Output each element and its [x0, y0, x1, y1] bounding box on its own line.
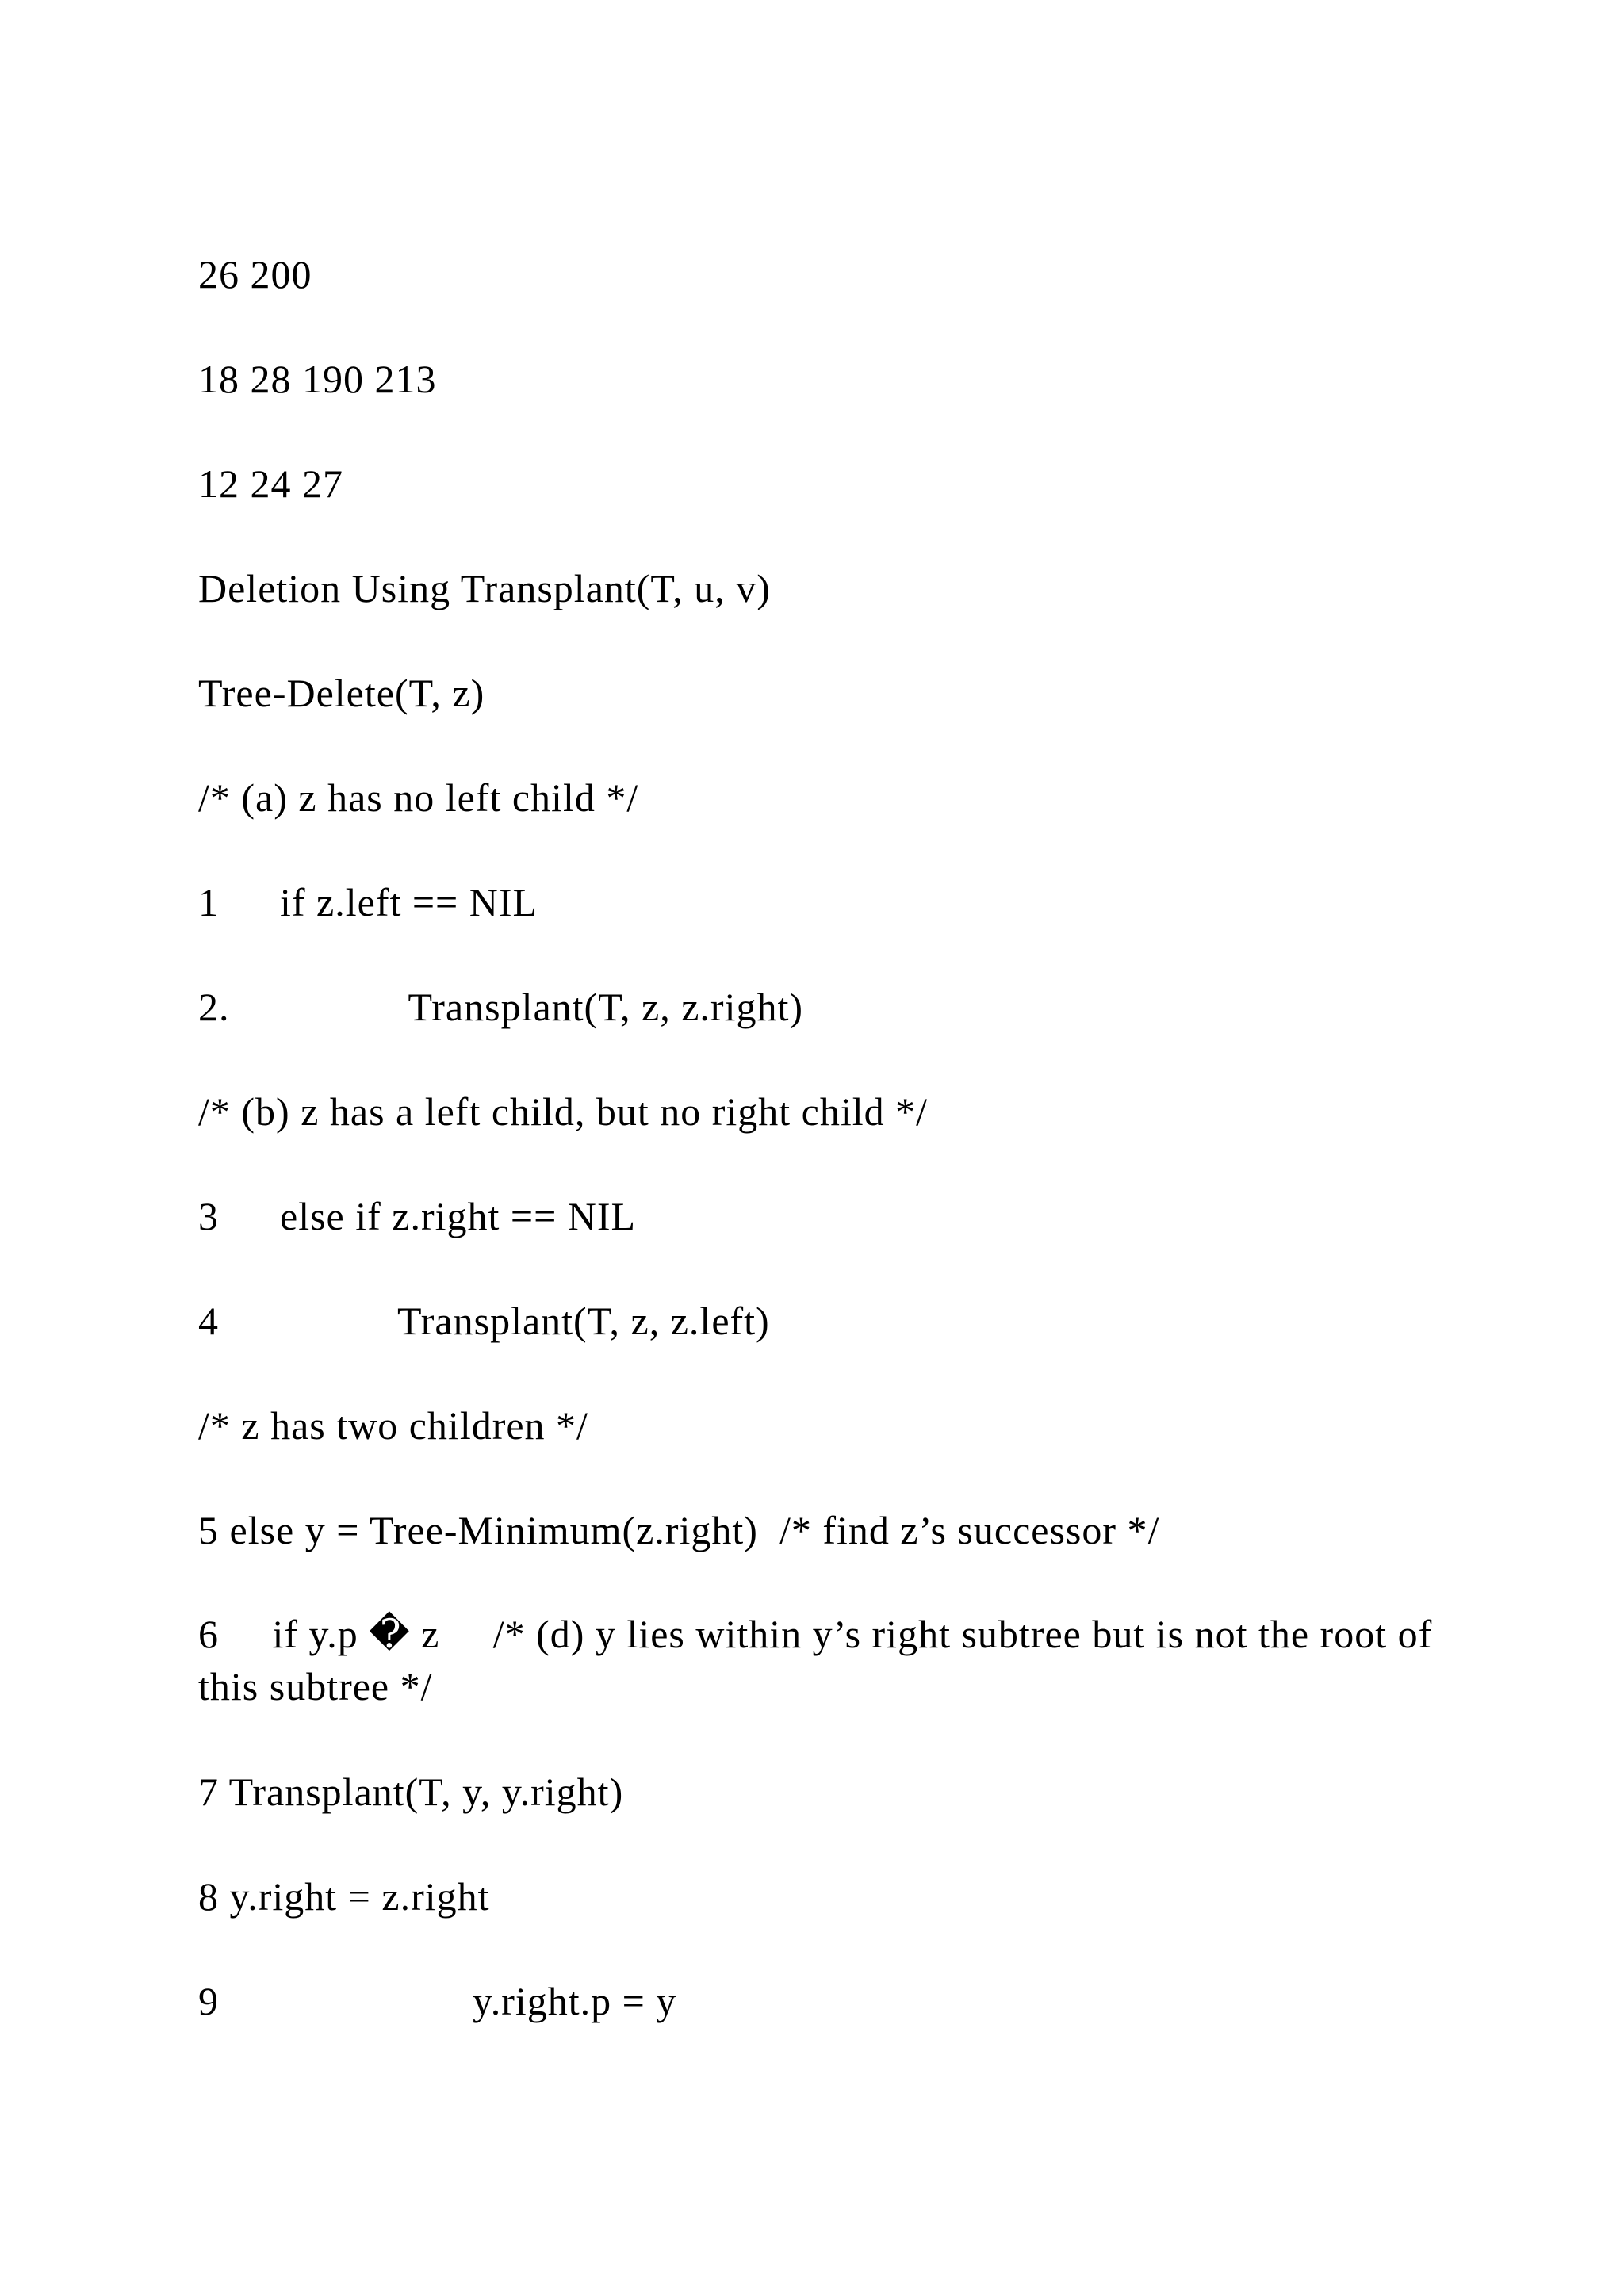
code-line-wrapped	[198, 1608, 1435, 1712]
code-comment: /* (a) z has no left child */	[198, 775, 639, 820]
procedure-title: Tree-Delete(T, z)	[198, 671, 485, 715]
code-text: if y.p � z	[272, 1612, 440, 1656]
code-text: Transplant(T, z, z.right)	[408, 985, 804, 1029]
code-line: 8 y.right = z.right	[198, 1874, 490, 1919]
code-line	[198, 1975, 676, 2027]
code-text: if z.left == NIL	[280, 880, 538, 924]
code-line	[198, 1295, 770, 1347]
line-number: 6	[198, 1612, 219, 1656]
line-number: 9	[198, 1979, 219, 2023]
text-line: 18 28 190 213	[198, 357, 437, 401]
code-line	[198, 876, 538, 928]
code-line	[198, 1190, 636, 1242]
code-text: else if z.right == NIL	[280, 1194, 637, 1238]
code-line: 5 else y = Tree-Minimum(z.right) /* find z’s successor */	[198, 1508, 1160, 1552]
code-comment: /* (d) y lies within y’s right subtree but is not the root of this subtree */	[198, 1612, 1433, 1709]
text-line: 26 200	[198, 252, 312, 297]
text-line: 12 24 27	[198, 461, 343, 506]
code-text: y.right.p = y	[473, 1979, 677, 2023]
code-comment: /* z has two children */	[198, 1403, 588, 1448]
code-line	[198, 981, 803, 1033]
line-number: 3	[198, 1194, 219, 1238]
section-heading: Deletion Using Transplant(T, u, v)	[198, 566, 771, 610]
line-number: 1	[198, 880, 219, 924]
line-number: 4	[198, 1299, 219, 1343]
code-text: Transplant(T, z, z.left)	[397, 1299, 770, 1343]
code-line: 7 Transplant(T, y, y.right)	[198, 1770, 624, 1814]
line-number: 2.	[198, 985, 230, 1029]
code-comment: /* (b) z has a left child, but no right child */	[198, 1089, 929, 1134]
